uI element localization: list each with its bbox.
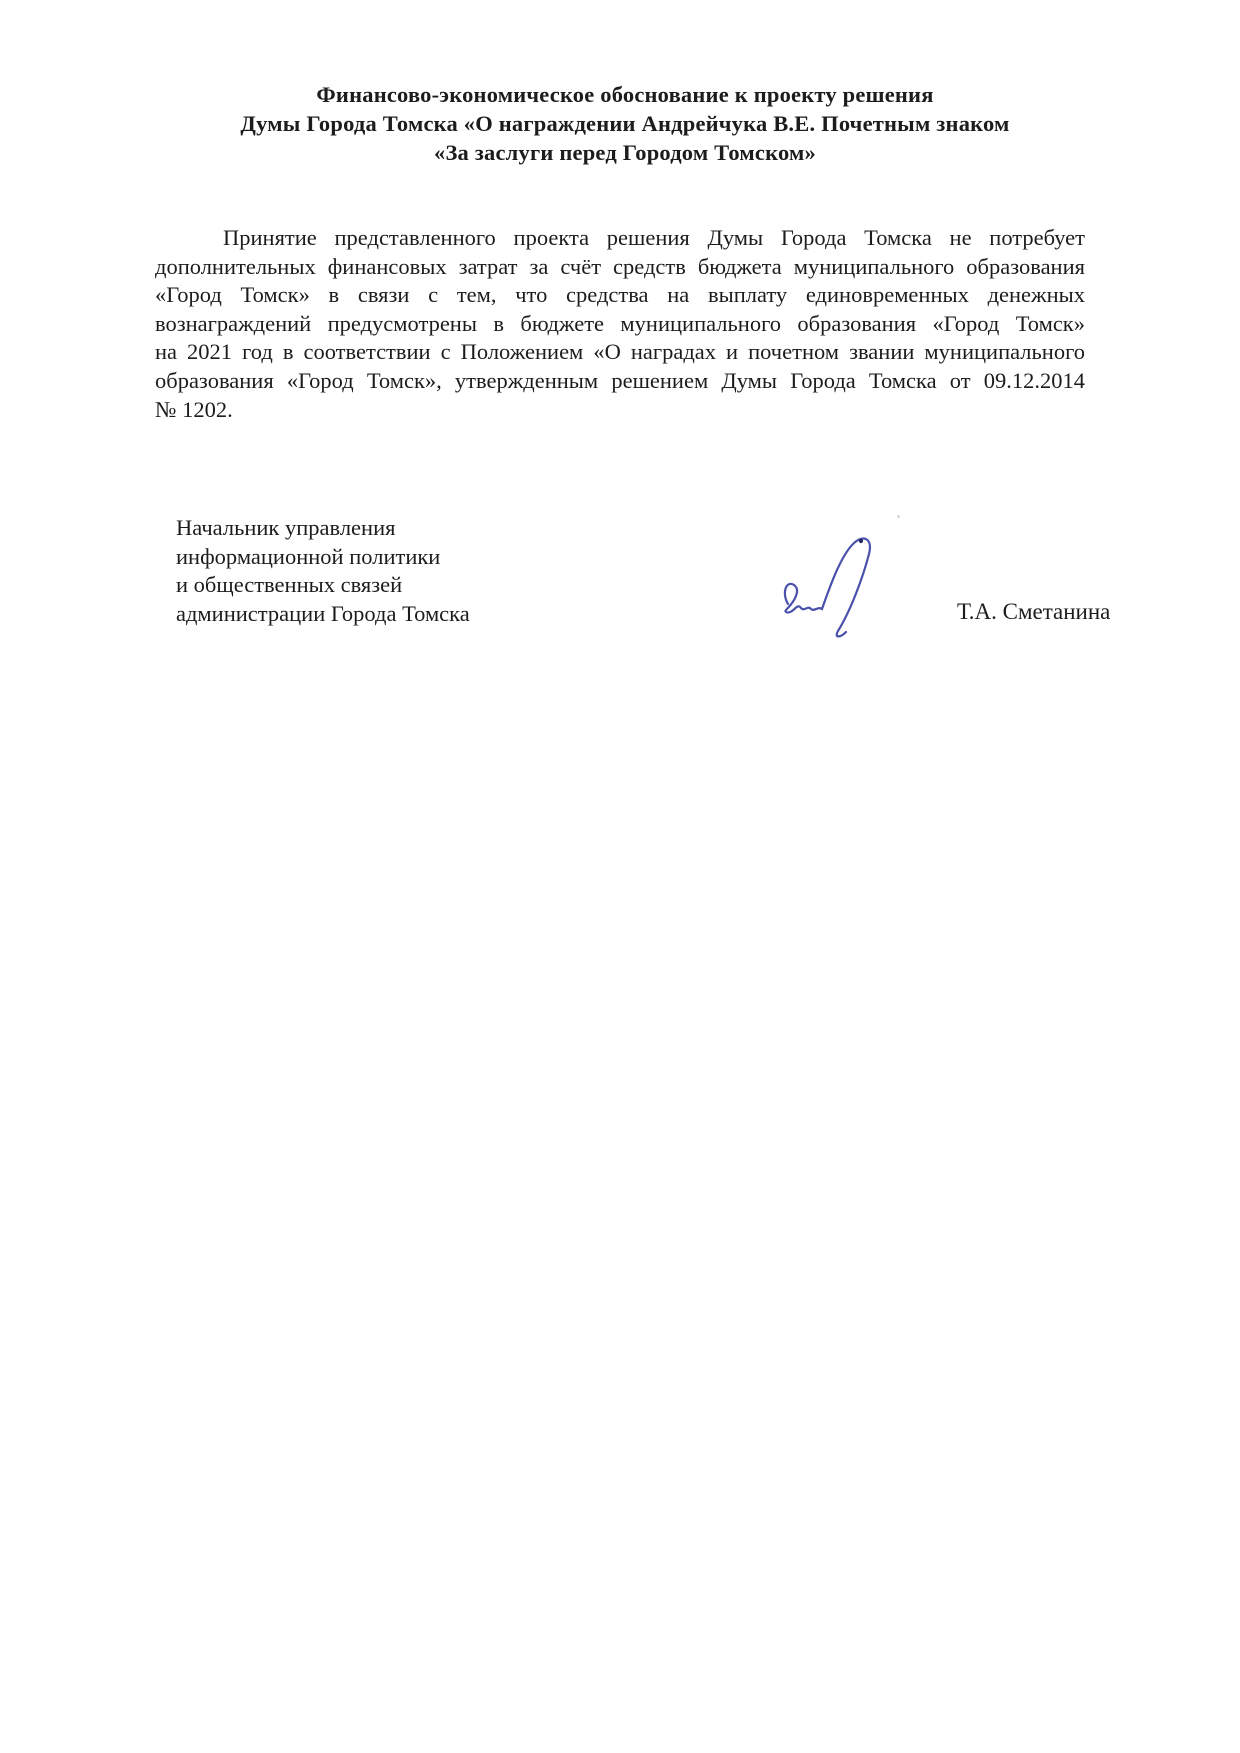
- body-paragraph: [155, 224, 1085, 424]
- signee-name: Т.А. Сметанина: [957, 599, 1111, 624]
- scan-speck: [897, 515, 900, 518]
- handwritten-signature: [770, 530, 900, 644]
- title-line-1: Финансово-экономическое обоснование к проекту решения: [316, 82, 934, 107]
- paragraph-line: № 1202.: [155, 396, 233, 422]
- position-line-1: Начальник управления: [176, 515, 396, 540]
- paragraph-line: «Город Томск» в связи с тем, что средства на выплату единовременных денежных: [155, 282, 1085, 308]
- position-line-2: информационной политики: [176, 543, 441, 569]
- title-line-2: Думы Города Томска «О награждении Андрейчука В.Е. Почетным знаком: [240, 111, 1010, 136]
- signature-ink-blob: [859, 539, 863, 543]
- document-title: [158, 80, 1092, 167]
- signer-position-title: [176, 514, 470, 628]
- signature-stroke: [785, 539, 870, 637]
- paragraph-line: на 2021 год в соответствии с Положением «О наградах и почетном звании муниципального: [155, 339, 1085, 365]
- paragraph-line: дополнительных финансовых затрат за счёт средств бюджета муниципального образования: [155, 253, 1085, 279]
- paragraph-line: вознаграждений предусмотрены в бюджете муниципального образования «Город Томск»: [155, 310, 1085, 336]
- position-line-4: администрации Города Томска: [176, 600, 470, 626]
- position-line-3: и общественных связей: [176, 572, 403, 597]
- paragraph-line: образования «Город Томск», утвержденным решением Думы Города Томска от 09.12.2014: [155, 367, 1085, 393]
- title-line-3: «За заслуги перед Городом Томском»: [434, 140, 816, 165]
- paragraph-line: Принятие представленного проекта решения Думы Города Томска не потребует: [223, 225, 1085, 250]
